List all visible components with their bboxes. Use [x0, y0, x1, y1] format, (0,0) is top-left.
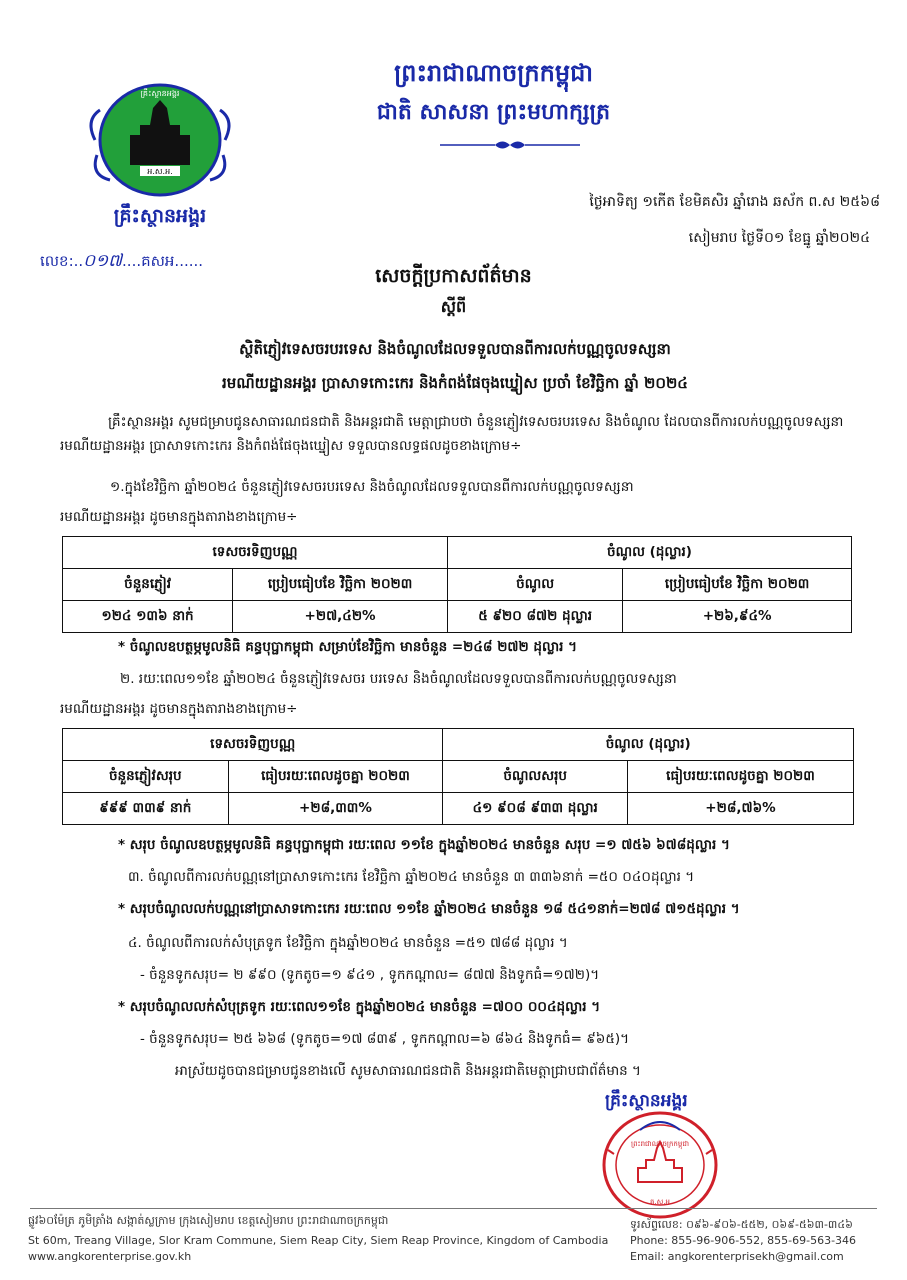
signature-org-name: គ្រឹះស្ថានអង្គរ [605, 1091, 688, 1111]
table-cell-growth: +២៧,៤២% [233, 601, 448, 633]
document-title: សេចក្តីប្រកាសព័ត៌មាន [375, 265, 532, 287]
table-group-revenue: ចំណូល (ដុល្លារ) [447, 537, 851, 569]
lunar-date: ថ្ងៃអាទិត្យ ១កើត ខែមិគសិរ ឆ្នាំរោង ឆស័ក ព.ស ២៥៦៨ [589, 194, 880, 210]
section4-boats: - ចំនួនទូកសរុប= ២ ៩៩០ (ទូកតូច=១ ៩៤១ , ទូកកណ្តាល= ៨៧៧ និងទូកធំ=១៧២)។ [140, 967, 600, 983]
section3-line: ៣. ចំណូលពីការលក់បណ្ណនៅប្រាសាទកោះកេរ ខែវិច្ឆិកា ឆ្នាំ២០២៤ មានចំនួន ៣ ៣៣៦នាក់ =៥០ ០៤០ដុល្លារ ។ [128, 869, 695, 885]
subject-line-2: រមណីយដ្ឋានអង្គរ ប្រាសាទកោះកេរ និងកំពង់ផែចុងឃ្នៀស ប្រចាំ ខែវិច្ឆិកា ឆ្នាំ ២០២៤ [222, 374, 688, 392]
reference-value: ០១៧ [83, 251, 123, 271]
table-eleven-month-stats [62, 728, 854, 825]
section1-note: * ចំណូលឧបត្ថម្ភមូលនិធិ គន្ធបុប្ផាកម្ពុជា សម្រាប់ខែវិច្ឆិកា មានចំនួន =២៤៨ ២៧២ ដុល្លារ ។ [118, 639, 577, 655]
intro-paragraph: គ្រឹះស្ថានអង្គរ សូមជម្រាបជូនសាធារណជនជាតិ និងអន្តរជាតិ មេត្តាជ្រាបថា ចំនួនភ្ញៀវទេសចរបរទេស និងចំណូល ដែលបានពីការលក់បណ្ណចូលទស្សនារមណីយដ្ឋានអង្គរ ប្រាសាទកោះកេរ និងកំពង់ផែចុងឃ្នៀស ទទួលបានលទ្ធផលដូចខាងក្រោម÷ [60, 414, 844, 454]
section2-line2: រមណីយដ្ឋានអង្គរ ដូចមានក្នុងតារាងខាងក្រោម÷ [60, 701, 298, 717]
national-motto: ជាតិ សាសនា ព្រះមហាក្សត្រ [376, 100, 611, 125]
table-header-revenue: ចំណូល [447, 569, 622, 601]
ornament-divider-icon [440, 138, 580, 152]
table-cell-growth: +២៨,៧៦% [627, 793, 853, 825]
table-header-total-revenue: ចំណូលសរុប [443, 761, 628, 793]
table-group-revenue: ចំណូល (ដុល្លារ) [443, 729, 854, 761]
logo-subtext: អ.ស.អ. [147, 167, 173, 176]
seal-subtext: គ.ស.អ [649, 1198, 670, 1206]
document-about: ស្តីពី [440, 297, 467, 316]
table-cell-growth: +២៨,៣៣% [228, 793, 443, 825]
table-header-compare: ធៀបរយៈពេលដូចគ្នា ២០២៣ [627, 761, 853, 793]
table-header-compare: ប្រៀបធៀបខែ វិច្ឆិកា ២០២៣ [623, 569, 852, 601]
footer-phone-english: Phone: 855-96-906-552, 855-69-563-346 [630, 1234, 857, 1247]
reference-label: លេខ: [40, 252, 74, 270]
table-header-tourists: ចំនួនភ្ញៀវ [63, 569, 233, 601]
seal-text: ព្រះរាជាណាចក្រកម្ពុជា [630, 1140, 689, 1148]
table-header-compare: ប្រៀបធៀបខែ វិច្ឆិកា ២០២៣ [233, 569, 448, 601]
table-header-total-tourists: ចំនួនភ្ញៀវសរុប [63, 761, 229, 793]
table-cell-tourists: ១២៤ ១៣៦ នាក់ [63, 601, 233, 633]
section4-boats-total: - ចំនួនទូកសរុប= ២៥ ៦៦៨ (ទូកតូច=១៧ ៨៣៩ , ទូកកណ្តាល=៦ ៨៦៤ និងទូកធំ= ៩៦៥)។ [140, 1031, 630, 1047]
table-group-tourists: ទេសចរទិញបណ្ណ [63, 537, 448, 569]
section3-note: * សរុបចំណូលលក់បណ្ណនៅប្រាសាទកោះកេរ រយៈពេល ១១ខែ ឆ្នាំ២០២៤ មានចំនួន ១៨ ៥៤១នាក់=២៧៨ ៧១៥ដុល្លារ ។ [118, 901, 740, 917]
kingdom-heading: ព្រះរាជាណាចក្រកម្ពុជា [394, 59, 593, 87]
table-cell-tourists: ៩៩៩ ៣៣៩ នាក់ [63, 793, 229, 825]
section2-note: * សរុប ចំណូលឧបត្ថម្ភមូលនិធិ គន្ធបុប្ផាកម្ពុជា រយៈពេល ១១ខែ ក្នុងឆ្នាំ២០២៤ មានចំនួន សរុប =១ ៧៥៦ ៦៧៨ដុល្លារ ។ [118, 837, 730, 853]
footer-email[interactable]: Email: angkorenterprisekh@gmail.com [630, 1250, 844, 1263]
table-cell-revenue: ៤១ ៩០៨ ៩៣៣ ដុល្លារ [443, 793, 628, 825]
reference-number: លេខ:..០១៧....គសអ...... [40, 251, 204, 271]
table-november-stats [62, 536, 852, 633]
logo-text: គ្រឹះស្ថានអង្គរ [140, 89, 180, 98]
footer-address-english: St 60m, Treang Village, Slor Kram Commune, Siem Reap City, Siem Reap Province, Kingdom of Cambodia [28, 1234, 609, 1247]
table-cell-revenue: ៥ ៩២០ ៨៧២ ដុល្លារ [447, 601, 622, 633]
footer-divider [30, 1208, 877, 1209]
table-group-tourists: ទេសចរទិញបណ្ណ [63, 729, 443, 761]
footer-phone-khmer: ទូរស័ព្ទលេខ: ០៩៦-៩០៦-៥៥២, ០៦៩-៥៦៣-៣៤៦ [630, 1218, 853, 1231]
table-cell-growth: +២៦,៩៤% [623, 601, 852, 633]
table-row [63, 793, 854, 825]
table-row [63, 729, 854, 761]
section1-line2: រមណីយដ្ឋានអង្គរ ដូចមានក្នុងតារាងខាងក្រោម÷ [60, 509, 298, 525]
table-row [63, 761, 854, 793]
section4-note: * សរុបចំណូលលក់សំបុត្រទូក រយៈពេល១១ខែ ក្នុងឆ្នាំ២០២៤ មានចំនួន =៧០០ ០០៤ដុល្លារ ។ [118, 999, 601, 1015]
section4-line: ៤. ចំណូលពីការលក់សំបុត្រទូក ខែវិច្ឆិកា ក្នុងឆ្នាំ២០២៤ មានចំនួន =៥១ ៧៨៨ ដុល្លារ ។ [128, 935, 568, 951]
section1-line1: ១.ក្នុងខែវិច្ឆិកា ឆ្នាំ២០២៤ ចំនួនភ្ញៀវទេសចរបរទេស និងចំណូលដែលទទួលបានពីការលក់បណ្ណចូលទស្សនា [110, 479, 634, 495]
subject-line-1: ស្ថិតិភ្ញៀវទេសចរបរទេស និងចំណូលដែលទទួលបានពីការលក់បណ្ណចូលទស្សនា [239, 340, 671, 358]
section2-line1: ២. រយៈពេល១១ខែ ឆ្នាំ២០២៤ ចំនួនភ្ញៀវទេសចរ បរទេស និងចំណូលដែលទទួលបានពីការលក់បណ្ណចូលទស្សនា [120, 671, 677, 687]
table-row [63, 537, 852, 569]
reference-suffix: គសអ...... [141, 252, 204, 270]
closing-statement: អាស្រ័យដូចបានជម្រាបជូនខាងលើ សូមសាធារណជនជាតិ និងអន្តរជាតិមេត្តាជ្រាបជាព័ត៌មាន ។ [175, 1063, 641, 1079]
table-row [63, 601, 852, 633]
footer-website[interactable]: www.angkorenterprise.gov.kh [28, 1250, 192, 1263]
table-header-compare: ធៀបរយៈពេលដូចគ្នា ២០២៣ [228, 761, 443, 793]
civil-date: សៀមរាប ថ្ងៃទី០១ ខែធ្នូ ឆ្នាំ២០២៤ [688, 230, 870, 246]
table-row [63, 569, 852, 601]
organization-name: គ្រឹះស្ថានអង្គរ [113, 205, 207, 227]
footer-address-khmer: ផ្លូវ៦០ម៉ែត្រ ភូមិត្រាំង សង្កាត់ស្លក្រាម ក្រុងសៀមរាប ខេត្តសៀមរាប ព្រះរាជាណាចក្រកម្ពុជា [28, 1214, 389, 1227]
